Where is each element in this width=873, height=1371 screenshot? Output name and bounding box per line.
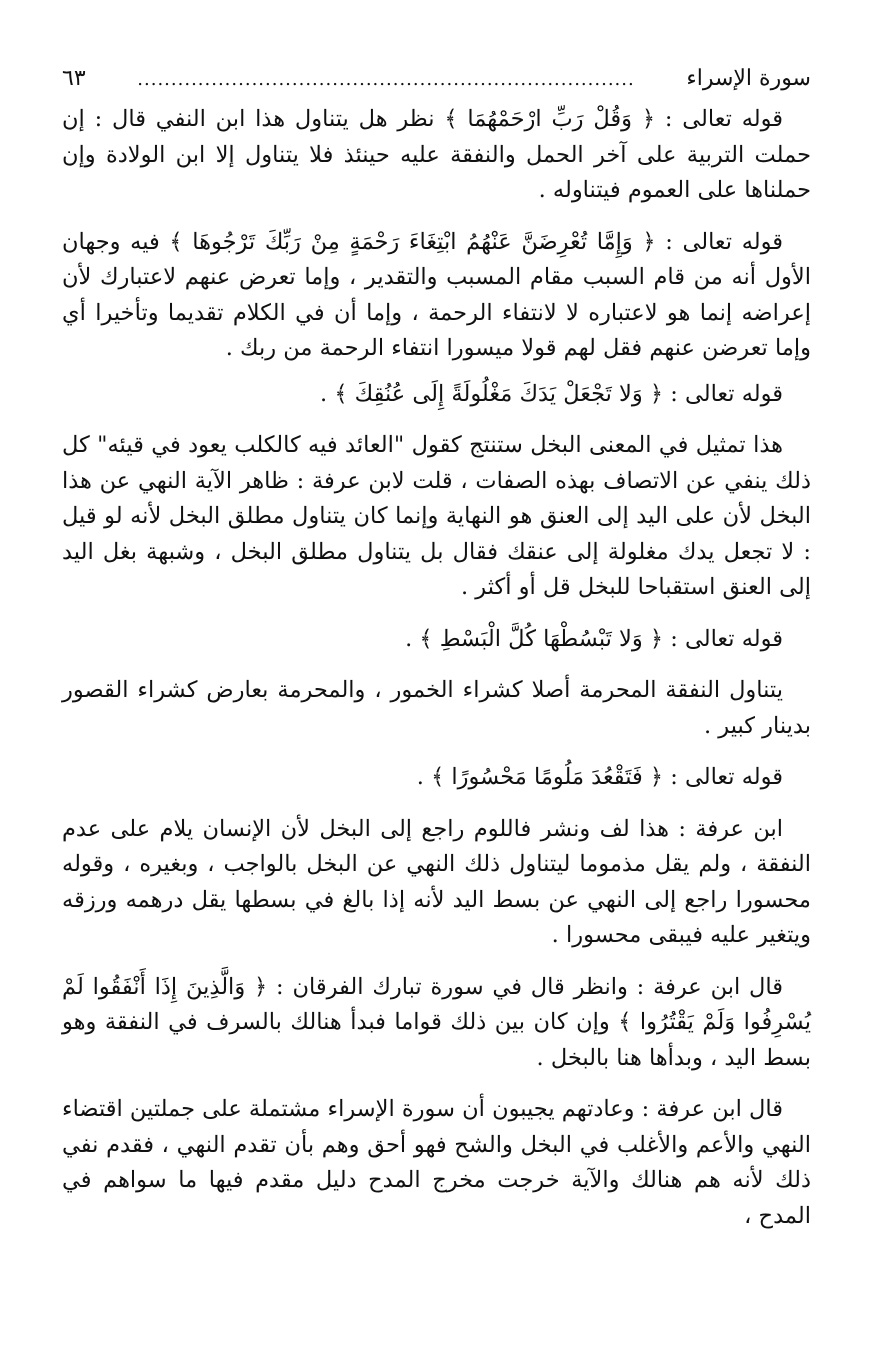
paragraph: قوله تعالى : ﴿ فَتَقْعُدَ مَلُومًا مَحْسُورًا ﴾ .: [416, 764, 783, 790]
paragraph: ابن عرفة : هذا لف ونشر فاللوم راجع إلى البخل لأن الإنسان يلام على عدم النفقة ، ولم يقل مذموما ليتناول ذلك النهي عن البخل بالواجب ، وبغيره ، وقوله محسورا راجع إلى النهي عن بسط اليد لأنه إذا بالغ في بسطها يقل درهمه ورزقه ويتغير عليه فيبقى محسورا .: [62, 815, 811, 948]
header-dot-leader: ..........................................................................: [137, 69, 635, 90]
paragraph: قوله تعالى : ﴿ وَإِمَّا تُعْرِضَنَّ عَنْهُمُ ابْتِغَاءَ رَحْمَةٍ مِنْ رَبِّكَ تَرْجُوهَا ﴾ فيه وجهان الأول أنه من قام السبب مقام المسبب والتقدير ، وإما تعرض عنهم لاعتبارك لأن إعراضه إنما هو لاعتباره لا لانتفاء الرحمة ، وإما أن في الكلام تقديما وتأخيرا أي وإما تعرضن عنهم فقل لهم قولا ميسورا انتفاء الرحمة من ربك .: [62, 228, 811, 361]
page-number: ٦٣: [62, 66, 86, 91]
paragraph: قوله تعالى : ﴿ وَلا تَبْسُطْهَا كُلَّ الْبَسْطِ ﴾ .: [405, 625, 783, 652]
paragraph: قال ابن عرفة : وعادتهم يجيبون أن سورة الإسراء مشتملة على جملتين اقتضاء النهي والأعم والأغلب في البخل والشح فهو أحق وهم بأن تقدم النهي ، فقدم نفي ذلك لأنه هم هنالك والآية خرجت مخرج المدح دليل مقدم فيها ما سواهم في المدح ،: [62, 1096, 811, 1229]
paragraph: قوله تعالى : ﴿ وَقُلْ رَبِّ ارْحَمْهُمَا ﴾ نظر هل يتناول هذا ابن النفي قال : إن حملت التربية على آخر الحمل والنفقة عليه حينئذ فلا يتناول إلا ابن الولادة وإن حملناها على العموم فيتناوله .: [62, 106, 811, 203]
paragraph: يتناول النفقة المحرمة أصلا كشراء الخمور ، والمحرمة بعارض كشراء القصور بدينار كبير .: [62, 677, 811, 739]
page-body: [62, 102, 811, 1234]
chapter-title: سورة الإسراء: [686, 66, 811, 91]
paragraph: قال ابن عرفة : وانظر قال في سورة تبارك الفرقان : ﴿ وَالَّذِينَ إِذَا أَنْفَقُوا لَمْ يُسْرِفُوا وَلَمْ يَقْتُرُوا ﴾ وإن كان بين ذلك قواما فبدأ هنالك بالسرف في النفقة وهو بسط اليد ، وبدأها هنا بالبخل .: [62, 973, 811, 1071]
running-header: [62, 62, 811, 96]
paragraph: هذا تمثيل في المعنى البخل ستنتج كقول "العائد فيه كالكلب يعود في قيئه" كل ذلك ينفي عن الاتصاف بهذه الصفات ، قلت لابن عرفة : ظاهر الآية النهي عن هذا البخل لأن على اليد إلى العنق هو النهاية وإنما كان يتناول مطلق البخل لأنه لو قيل : لا تجعل يدك مغلولة إلى عنقك فقال بل يتناول مطلق البخل ، وشبهة بغل اليد إلى العنق استقباحا للبخل قل أو أكثر .: [62, 432, 811, 600]
paragraph: قوله تعالى : ﴿ وَلا تَجْعَلْ يَدَكَ مَغْلُولَةً إِلَى عُنُقِكَ ﴾ .: [320, 380, 783, 407]
